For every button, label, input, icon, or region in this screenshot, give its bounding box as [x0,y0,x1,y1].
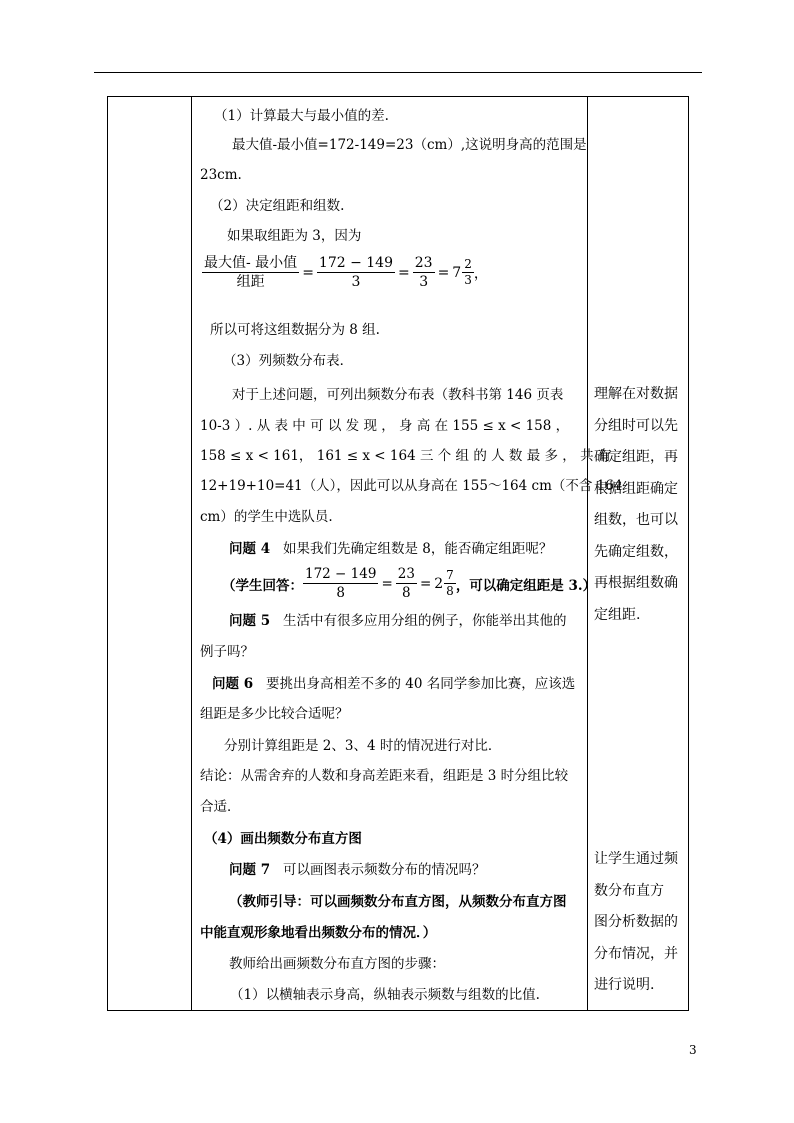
design-note-2: 让学生通过频 数分布直方 图分析数据的 分布情况，并 进行说明. [594,851,678,993]
answer-mixed-number: 2 $\frac{7}{8}$ [434,568,454,598]
question-6-label: 问题 6 [212,676,254,692]
frequency-table-text: 对于上述问题，可列出频数分布表（教科书第 146 页表 [232,387,564,403]
conclusion: 结论：从需舍弃的人数和身高差距来看，组距是 3 时分组比较 [200,768,569,784]
lesson-table [107,96,689,1011]
compare-class-widths: 分别计算组距是 2、3、4 时的情况进行对比． [224,738,502,754]
column-divider-right [587,97,588,1010]
class-width-intro: 如果取组距为 3，因为 [227,228,362,244]
page-number: 3 [689,1043,697,1057]
histogram-step-1: （1）以横轴表示身高，纵轴表示频数与组数的比值. [230,987,540,1003]
question-4-text: 如果我们先确定组数是 8，能否确定组距呢？ [282,541,553,557]
histogram-steps-intro: 教师给出画频数分布直方图的步骤： [229,956,445,972]
question-6-text: 要挑出身高相差不多的 40 名同学参加比赛，应该选 [265,676,576,692]
teacher-guidance: （教师引导：可以画频数分布直方图，从频数分布直方图 [229,894,567,910]
class-count-formula: $\frac{\text{最大值- 最小值}}{\text{组距}}$ = $\frac{172 - 149}{3}$ = $\frac{23}{3}$ = 7 $\frac{2}{3}$ ， [204,255,488,290]
frequency-table-text-4: 12+19+10=41（人），因此可以从身高在 155～164 cm（不含 164 [200,478,623,494]
formula-fraction-range-over-width: $\frac{\text{最大值- 最小值}}{\text{组距}}$ [204,255,298,290]
student-answer: （学生回答： $\frac{172 - 149}{8}$ = $\frac{23}{8}$ = 2 $\frac{7}{8}$ ，可以确定组距是 3.） [222,566,597,601]
step-2-title: （2）决定组距和组数. [210,198,345,214]
question-5-label: 问题 5 [229,613,271,629]
teacher-guidance-2: 中能直观形象地看出频数分布的情况．） [200,925,437,941]
formula-fraction-values: $\frac{172 - 149}{3}$ [318,255,393,290]
formula-fraction-result: $\frac{23}{3}$ [414,255,433,290]
group-count-conclusion: 所以可将这组数据分为 8 组. [210,322,380,338]
main-content-cell [192,97,623,1010]
question-5-text: 生活中有很多应用分组的例子，你能举出其他的 [282,613,567,629]
step-3-title: （3）列频数分布表． [223,353,354,369]
header-rule [94,72,702,73]
frequency-table-text-3: 158 ≤ x < 161， 161 ≤ x < 164 三 个 组 的 人 数 最 多 ， 共 有 [200,448,612,464]
formula-mixed-number: 7 $\frac{2}{3}$ [452,257,472,287]
step-4-title: （4）画出频数分布直方图 [204,831,362,847]
question-7 [229,861,485,879]
conclusion-2: 合适． [200,799,241,815]
question-4 [229,540,552,558]
answer-fraction-1: $\frac{172 - 149}{8}$ [305,566,377,601]
question-7-text: 可以画图表示频数分布的情况吗？ [282,862,486,878]
step-1-title: （1）计算最大与最小值的差. [214,108,389,124]
frequency-table-text-2: 10-3 ）. 从 表 中 可 以 发 现 ， 身 高 在 155 ≤ x < 158 ， [200,418,570,434]
question-5 [229,612,566,630]
question-6 [212,675,575,693]
frequency-table-text-5: cm）的学生中选队员. [200,509,333,525]
question-5-text-2: 例子吗？ [200,644,254,660]
question-7-label: 问题 7 [229,862,271,878]
question-6-text-2: 组距是多少比较合适呢？ [200,706,349,722]
answer-fraction-2: $\frac{23}{8}$ [397,566,415,601]
question-4-label: 问题 4 [229,541,271,557]
range-result: 23cm. [200,167,242,183]
design-note-1: 理解在对数据 分组时可以先 确定组距，再 根据组距确定 组数，也可以 先确定组数， 再根据组数确 定组距. [594,386,678,623]
range-calculation: 最大值-最小值=172-149=23（cm）,这说明身高的范围是 [232,137,587,153]
